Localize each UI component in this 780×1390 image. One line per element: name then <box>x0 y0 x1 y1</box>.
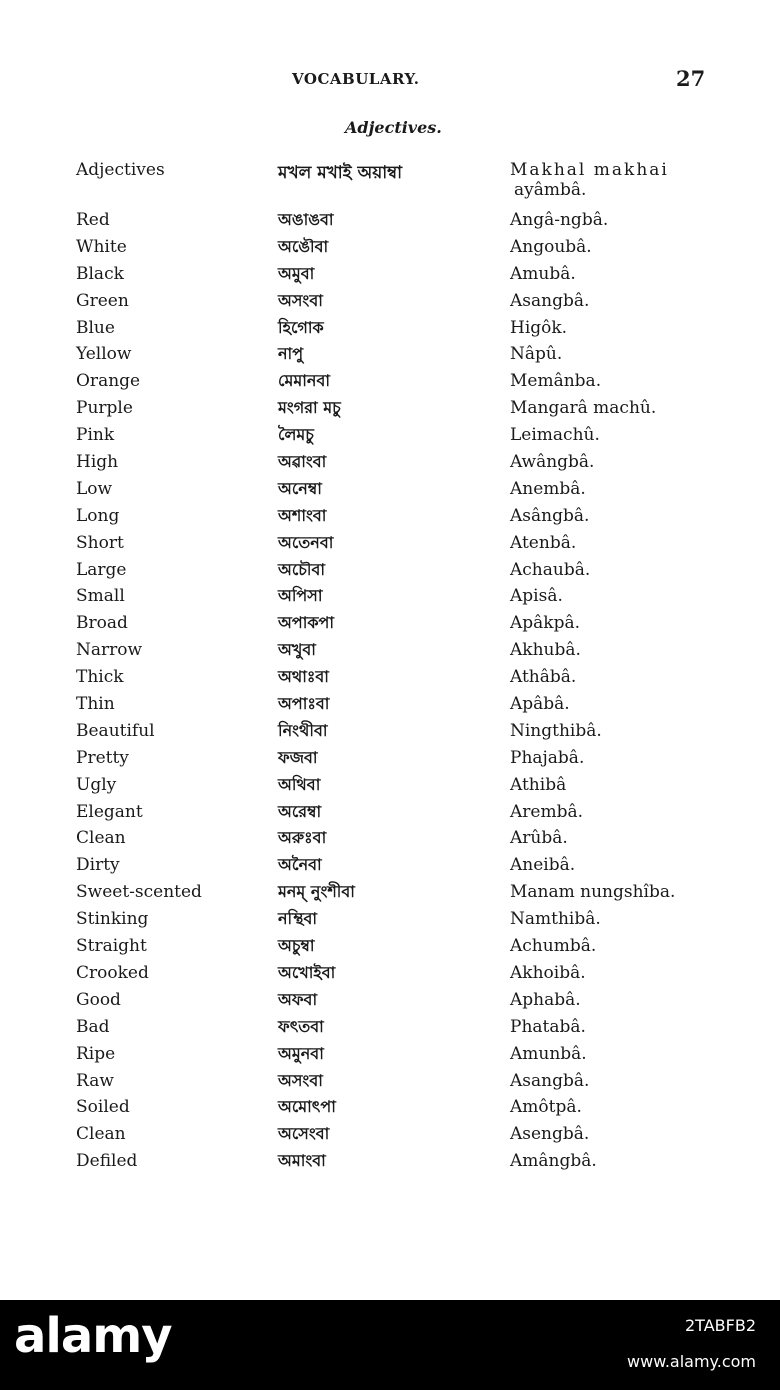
bengali-word: অফবা <box>278 989 318 1009</box>
transliteration: Phajabâ. <box>510 747 585 768</box>
bengali-word: অথিবা <box>278 774 321 794</box>
bengali-word: অথাঃবা <box>278 667 329 687</box>
english-word: Elegant <box>76 801 143 822</box>
vocabulary-row <box>0 718 780 745</box>
bengali-word: অনৈবা <box>278 855 322 875</box>
bengali-word: অচুম্বা <box>278 936 315 956</box>
vocabulary-row <box>0 1121 780 1148</box>
bengali-word: অনেম্বা <box>278 478 322 498</box>
vocabulary-row <box>0 906 780 933</box>
vocabulary-row <box>0 557 780 584</box>
vocabulary-row <box>0 368 780 395</box>
transliteration: Higôk. <box>510 317 568 338</box>
transliteration: Ningthibâ. <box>510 720 602 741</box>
vocabulary-row <box>0 207 780 234</box>
english-word: Broad <box>76 613 128 634</box>
transliteration: Mangarâ machû. <box>510 398 657 419</box>
vocabulary-row <box>0 395 780 422</box>
column-header-bengali: মখল মখাই অয়াম্বা <box>278 163 403 183</box>
transliteration: Asengbâ. <box>510 1124 590 1145</box>
bengali-word: অসেংবা <box>278 1124 330 1144</box>
stock-logo: alamy <box>14 1308 172 1364</box>
transliteration: Amubâ. <box>510 263 576 284</box>
column-header-transliteration-line1: Makhal makhai <box>510 160 669 180</box>
english-word: Small <box>76 586 125 607</box>
stock-url: www.alamy.com <box>627 1352 756 1371</box>
vocabulary-list <box>0 207 780 1175</box>
english-word: High <box>76 452 119 473</box>
transliteration: Achaubâ. <box>510 559 591 580</box>
english-word: Orange <box>76 371 141 392</box>
vocabulary-row <box>0 476 780 503</box>
vocabulary-row <box>0 960 780 987</box>
transliteration: Asângbâ. <box>510 505 590 526</box>
transliteration: Namthibâ. <box>510 909 601 930</box>
bengali-word: অৱাংবা <box>278 452 327 472</box>
transliteration: Akhoibâ. <box>510 962 586 983</box>
vocabulary-row <box>0 879 780 906</box>
section-title: Adjectives. <box>345 118 442 137</box>
vocabulary-row <box>0 799 780 826</box>
vocabulary-row <box>0 1094 780 1121</box>
vocabulary-row <box>0 852 780 879</box>
english-word: Soiled <box>76 1097 130 1118</box>
vocabulary-row <box>0 637 780 664</box>
transliteration: Arembâ. <box>510 801 584 822</box>
vocabulary-row <box>0 234 780 261</box>
english-word: Short <box>76 532 124 553</box>
transliteration: Awângbâ. <box>510 452 595 473</box>
english-word: Ugly <box>76 774 117 795</box>
english-word: White <box>76 236 127 257</box>
bengali-word: লৈমচু <box>278 425 314 445</box>
english-word: Dirty <box>76 855 120 876</box>
english-word: Straight <box>76 936 147 957</box>
bengali-word: মনম্ নুংশীবা <box>278 882 355 902</box>
bengali-word: ফজবা <box>278 747 318 767</box>
transliteration: Amângbâ. <box>510 1151 597 1172</box>
english-word: Pink <box>76 425 115 446</box>
vocabulary-row <box>0 745 780 772</box>
bengali-word: অরেম্বা <box>278 801 322 821</box>
english-word: Raw <box>76 1070 114 1091</box>
transliteration: Leimachû. <box>510 425 600 446</box>
vocabulary-row <box>0 261 780 288</box>
english-word: Large <box>76 559 127 580</box>
bengali-word: নাপু <box>278 344 304 364</box>
vocabulary-row <box>0 987 780 1014</box>
english-word: Defiled <box>76 1151 138 1172</box>
english-word: Beautiful <box>76 720 155 741</box>
bengali-word: হিগোক <box>278 317 324 337</box>
english-word: Low <box>76 478 113 499</box>
vocabulary-row <box>0 449 780 476</box>
transliteration: Apisâ. <box>510 586 563 607</box>
stock-image-id: 2TABFB2 <box>685 1316 756 1335</box>
column-header-transliteration-line2: ayâmbâ. <box>514 180 587 200</box>
transliteration: Asangbâ. <box>510 290 590 311</box>
transliteration: Asangbâ. <box>510 1070 590 1091</box>
english-word: Stinking <box>76 909 149 930</box>
english-word: Green <box>76 290 129 311</box>
transliteration: Memânba. <box>510 371 602 392</box>
transliteration: Angoubâ. <box>510 236 592 257</box>
transliteration: Manam nungshîba. <box>510 882 676 903</box>
vocabulary-row <box>0 1068 780 1095</box>
vocabulary-row <box>0 664 780 691</box>
transliteration: Phatabâ. <box>510 1016 586 1037</box>
english-word: Yellow <box>76 344 132 365</box>
stock-watermark-banner <box>0 1300 780 1390</box>
bengali-word: অখোইবা <box>278 962 336 982</box>
vocabulary-row <box>0 530 780 557</box>
english-word: Good <box>76 989 121 1010</box>
transliteration: Apâkpâ. <box>510 613 581 634</box>
bengali-word: অসংবা <box>278 1070 323 1090</box>
bengali-word: অমোৎপা <box>278 1097 336 1117</box>
english-word: Thin <box>76 694 115 715</box>
bengali-word: অপাকপা <box>278 613 335 633</box>
english-word: Narrow <box>76 640 143 661</box>
transliteration: Akhubâ. <box>510 640 581 661</box>
vocabulary-row <box>0 1148 780 1175</box>
vocabulary-row <box>0 422 780 449</box>
english-word: Ripe <box>76 1043 116 1064</box>
transliteration: Anembâ. <box>510 478 586 499</box>
vocabulary-row <box>0 772 780 799</box>
bengali-word: অমুনবা <box>278 1043 324 1063</box>
page-number: 27 <box>676 66 706 91</box>
bengali-word: অপিসা <box>278 586 323 606</box>
vocabulary-row <box>0 610 780 637</box>
transliteration: Angâ-ngbâ. <box>510 210 609 230</box>
vocabulary-row <box>0 933 780 960</box>
bengali-word: অসংবা <box>278 290 323 310</box>
english-word: Clean <box>76 1124 126 1145</box>
vocabulary-row <box>0 691 780 718</box>
english-word: Clean <box>76 828 126 849</box>
bengali-word: মেমানবা <box>278 371 330 391</box>
transliteration: Atenbâ. <box>510 532 577 553</box>
transliteration: Amunbâ. <box>510 1043 587 1064</box>
transliteration: Achumbâ. <box>510 936 597 957</box>
english-word: Blue <box>76 317 115 338</box>
transliteration: Arûbâ. <box>510 828 568 849</box>
english-word: Black <box>76 263 124 284</box>
bengali-word: অচৌবা <box>278 559 326 579</box>
bengali-word: নম্থিবা <box>278 909 318 929</box>
vocabulary-row <box>0 825 780 852</box>
column-header-english: Adjectives <box>76 160 165 180</box>
bengali-word: অপাঃবা <box>278 694 330 714</box>
bengali-word: অখুবা <box>278 640 316 660</box>
running-head: VOCABULARY. <box>292 70 420 88</box>
vocabulary-row <box>0 583 780 610</box>
english-word: Crooked <box>76 962 149 983</box>
english-word: Thick <box>76 667 124 688</box>
transliteration: Athibâ <box>510 774 567 795</box>
bengali-word: অঙৌবা <box>278 236 329 256</box>
english-word: Sweet-scented <box>76 882 202 903</box>
bengali-word: নিংথীবা <box>278 720 328 740</box>
bengali-word: অশাংবা <box>278 505 327 525</box>
transliteration: Aneibâ. <box>510 855 576 876</box>
english-word: Pretty <box>76 747 129 768</box>
column-header-transliteration <box>510 160 710 200</box>
bengali-word: ফৎতবা <box>278 1016 324 1036</box>
bengali-word: অমুবা <box>278 263 315 283</box>
vocabulary-row <box>0 503 780 530</box>
transliteration: Aphabâ. <box>510 989 581 1010</box>
english-word: Red <box>76 210 110 230</box>
english-word: Bad <box>76 1016 110 1037</box>
vocabulary-row <box>0 1041 780 1068</box>
transliteration: Nâpû. <box>510 344 563 365</box>
bengali-word: অমাংবা <box>278 1151 326 1171</box>
bengali-word: অঙাঙবা <box>278 210 334 229</box>
english-word: Purple <box>76 398 133 419</box>
transliteration: Apâbâ. <box>510 694 570 715</box>
bengali-word: মংগরা মচু <box>278 398 341 418</box>
vocabulary-row <box>0 315 780 342</box>
column-header-row <box>0 160 780 204</box>
transliteration: Amôtpâ. <box>510 1097 582 1118</box>
bengali-word: অতেনবা <box>278 532 334 552</box>
english-word: Long <box>76 505 120 526</box>
transliteration: Athâbâ. <box>510 667 577 688</box>
vocabulary-row <box>0 1014 780 1041</box>
bengali-word: অরুঃবা <box>278 828 327 848</box>
vocabulary-row <box>0 341 780 368</box>
vocabulary-row <box>0 288 780 315</box>
